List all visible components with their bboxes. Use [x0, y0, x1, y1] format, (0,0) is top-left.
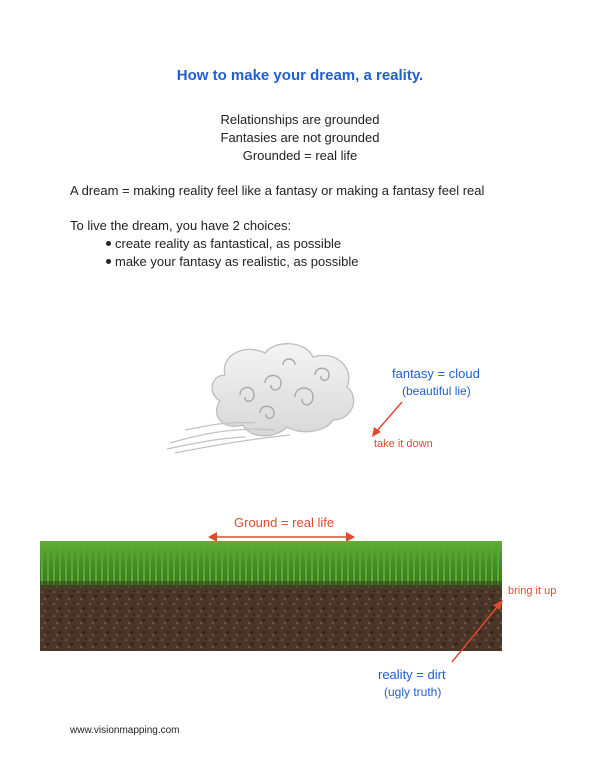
cloud-label: fantasy = cloud: [392, 366, 480, 381]
take-down-label: take it down: [374, 438, 433, 450]
dirt-sublabel: (ugly truth): [384, 685, 442, 699]
grounding-line-3: Grounded = real life: [242, 148, 358, 163]
grounding-line-1: Relationships are grounded: [220, 112, 380, 127]
choices-intro: To live the dream, you have 2 choices:: [70, 218, 292, 233]
bullet-icon: [106, 259, 111, 264]
bring-up-arrow: [448, 596, 508, 666]
cloud-illustration: [165, 335, 360, 460]
ground-label: Ground = real life: [234, 515, 335, 530]
cloud-sublabel: (beautiful lie): [402, 384, 471, 398]
grounding-line-2: Fantasies are not grounded: [220, 130, 380, 145]
footer-url[interactable]: www.visionmapping.com: [70, 725, 180, 736]
dream-definition: A dream = making reality feel like a fantasy or making a fantasy feel real: [70, 183, 485, 198]
choice-item-2: [106, 254, 359, 269]
choice-text-2: make your fantasy as realistic, as possible: [115, 254, 359, 269]
ground-illustration: [40, 541, 502, 651]
bullet-icon: [106, 241, 111, 246]
choice-item-1: [106, 236, 341, 251]
choice-text-1: create reality as fantastical, as possible: [115, 236, 342, 251]
bring-up-label: bring it up: [508, 585, 557, 597]
dirt-label: reality = dirt: [378, 667, 446, 682]
page-title: How to make your dream, a reality.: [176, 67, 424, 84]
take-down-arrow: [368, 398, 408, 440]
